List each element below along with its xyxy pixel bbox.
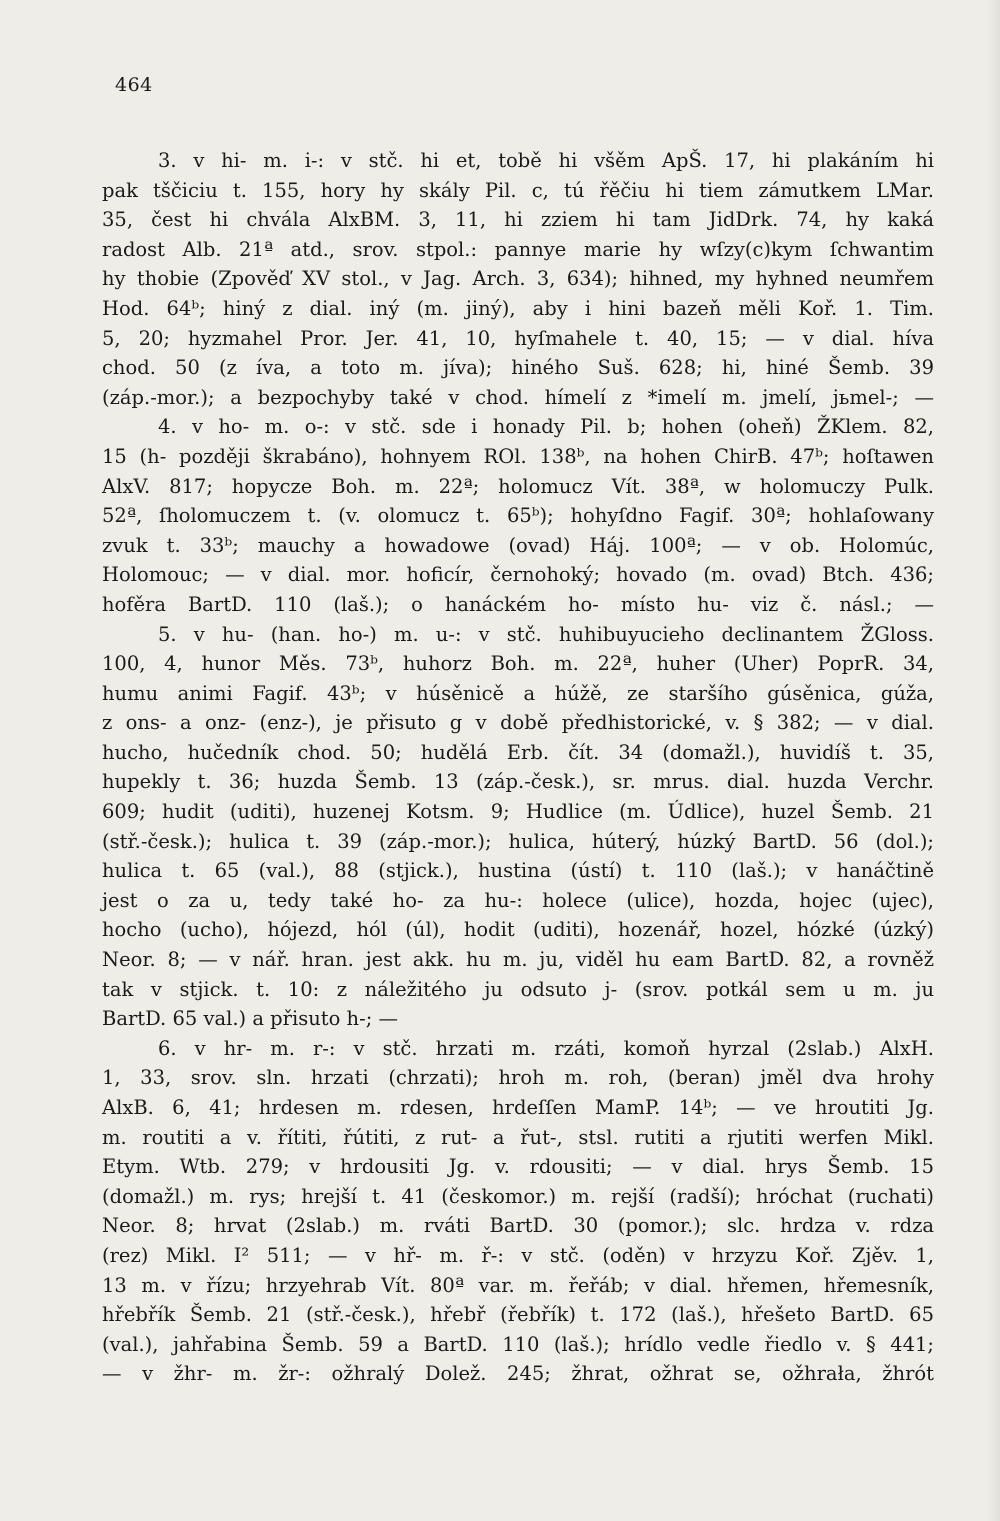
page-number: 464: [115, 74, 153, 96]
text-line: — v žhr- m. žr-: ožhralý Dolež. 245; žhrat, ožhrat se, ožhrała, žhrót: [102, 1362, 934, 1386]
text-line: hy thobie (Zpověď XV stol., v Jag. Arch. 3, 634); hihned, my hyhned neumřem: [102, 267, 934, 291]
text-line: 6. v hr- m. r-: v stč. hrzati m. rzáti, komoň hyrzal (2slab.) AlxH.: [158, 1036, 934, 1060]
text-line: hulica t. 65 (val.), 88 (stjick.), hustina (ústí) t. 110 (laš.); v hanáčtině: [102, 859, 934, 883]
text-line: 609; hudit (uditi), huzenej Kotsm. 9; Hudlice (m. Údlice), huzel Šemb. 21: [102, 800, 934, 824]
page-edge-shadow: [986, 0, 1000, 1521]
text-line: 5. v hu- (han. ho-) m. u-: v stč. huhibuyucieho declinantem ŽGloss.: [158, 622, 934, 646]
text-line: hofěra BartD. 110 (laš.); o hanáckém ho- místo hu- viz č. násl.; —: [102, 592, 934, 616]
text-line: zvuk t. 33ᵇ; mauchy a howadowe (ovad) Háj. 100ª; — v ob. Holomúc,: [102, 533, 934, 557]
text-line: 1, 33, srov. sln. hrzati (chrzati); hroh m. roh, (beran) jměl dva hrohy: [102, 1066, 934, 1090]
text-line: AlxB. 6, 41; hrdesen m. rdesen, hrdeſſen MamP. 14ᵇ; — ve hroutiti Jg.: [102, 1096, 934, 1119]
text-line: jest o za u, tedy také ho- za hu-: holece (ulice), hozda, hojec (ujec),: [102, 888, 934, 912]
text-line: m. routiti a v. řítiti, řútiti, z rut- a řut-, stsl. rutiti a rjutiti werfen Mikl.: [102, 1125, 934, 1149]
text-line: hřebřík Šemb. 21 (stř.-česk.), hřebř (řebřík) t. 172 (laš.), hřešeto BartD. 65: [102, 1303, 934, 1327]
text-line: 13 m. v řízu; hrzyehrab Vít. 80ª var. m. řeřáb; v dial. hřemen, hřemesník,: [102, 1273, 934, 1297]
text-line: AlxV. 817; hopycze Boh. m. 22ª; holomucz Vít. 38ª, w holomuczy Pulk.: [102, 474, 934, 498]
text-line: 3. v hi- m. i-: v stč. hi et, tobě hi všěm ApŠ. 17, hi plakáním hi: [158, 149, 934, 172]
text-line: Neor. 8; — v nář. hran. jest akk. hu m. ju, viděl hu eam BartD. 82, a rovněž: [102, 948, 934, 972]
text-line: (domažl.) m. rys; hrejší t. 41 (českomor.) m. rejší (radší); hróchat (ruchati): [102, 1184, 934, 1208]
text-line: hupekly t. 36; huzda Šemb. 13 (záp.-česk.), sr. mrus. dial. huzda Verchr.: [102, 770, 934, 794]
text-line: hucho, hučedník chod. 50; hudělá Erb. čít. 34 (domažl.), huvidíš t. 35,: [102, 740, 934, 764]
text-line: (rez) Mikl. I² 511; — v hř- m. ř-: v stč. (oděn) v hrzyzu Koř. Zjěv. 1,: [102, 1243, 934, 1267]
text-line: Etym. Wtb. 279; v hrdousiti Jg. v. rdousiti; — v dial. hrys Šemb. 15: [102, 1155, 934, 1179]
text-line: humu animi Fagif. 43ᵇ; v húsěnicě a húžě, ze staršího gúsěnica, gúža,: [102, 681, 934, 705]
text-line: tak v stjick. t. 10: z náležitého ju odsuto j- (srov. potkál sem u m. ju: [102, 977, 934, 1001]
text-line: BartD. 65 val.) a přisuto h-; —: [102, 1007, 398, 1031]
text-line: chod. 50 (z íva, a toto m. jíva); hiného Suš. 628; hi, hiné Šemb. 39: [102, 356, 934, 380]
text-line: Neor. 8; hrvat (2slab.) m. rváti BartD. 30 (pomor.); slc. hrdza v. rdza: [102, 1214, 934, 1238]
text-line: (val.), jahřabina Šemb. 59 a BartD. 110 (laš.); hrídlo vedle řiedlo v. § 441;: [102, 1332, 934, 1356]
text-line: z ons- a onz- (enz-), je přisuto g v době předhistorické, v. § 382; — v dial.: [102, 711, 934, 735]
text-line: hocho (ucho), hójezd, hól (úl), hodit (uditi), hozenář, hozel, hózké (úzký): [102, 918, 934, 942]
text-line: (záp.-mor.); a bezpochyby také v chod. hímelí z *imelí m. jmelí, jьmel-; —: [102, 385, 934, 409]
text-line: (stř.-česk.); hulica t. 39 (záp.-mor.); hulica, húterý, húzký BartD. 56 (dol.);: [102, 829, 934, 853]
text-line: 5, 20; hyzmahel Pror. Jer. 41, 10, hyſmahele t. 40, 15; — v dial. híva: [102, 326, 934, 350]
text-line: 52ª, ſholomuczem t. (v. olomucz t. 65ᵇ); hohyſdno Fagif. 30ª; hohlaſowany: [102, 504, 934, 528]
text-line: Holomouc; — v dial. mor. hoficír, černohoký; hovado (m. ovad) Btch. 436;: [102, 563, 934, 587]
text-line: radost Alb. 21ª atd., srov. stpol.: pannye marie hy wſzy(c)kym ſchwantim: [102, 237, 934, 261]
text-line: Hod. 64ᵇ; hiný z dial. iný (m. jiný), aby i hini bazeň měli Koř. 1. Tim.: [102, 296, 934, 320]
text-line: 15 (h- později škrabáno), hohnyem ROl. 138ᵇ, na hohen ChirB. 47ᵇ; hoſtawen: [102, 444, 934, 468]
body-text: [102, 146, 934, 1389]
text-line: 100, 4, hunor Měs. 73ᵇ, huhorz Boh. m. 22ª, huher (Uher) PoprR. 34,: [102, 652, 934, 676]
text-line: 35, čest hi chvála AlxBM. 3, 11, hi zziem hi tam JidDrk. 74, hy kaká: [102, 208, 934, 232]
text-line: 4. v ho- m. o-: v stč. sde i honady Pil. b; hohen (oheň) ŽKlem. 82,: [158, 415, 934, 439]
text-line: pak tščiciu t. 155, hory hy skály Pil. c, tú řěčiu hi tiem zámutkem LMar.: [102, 178, 934, 202]
